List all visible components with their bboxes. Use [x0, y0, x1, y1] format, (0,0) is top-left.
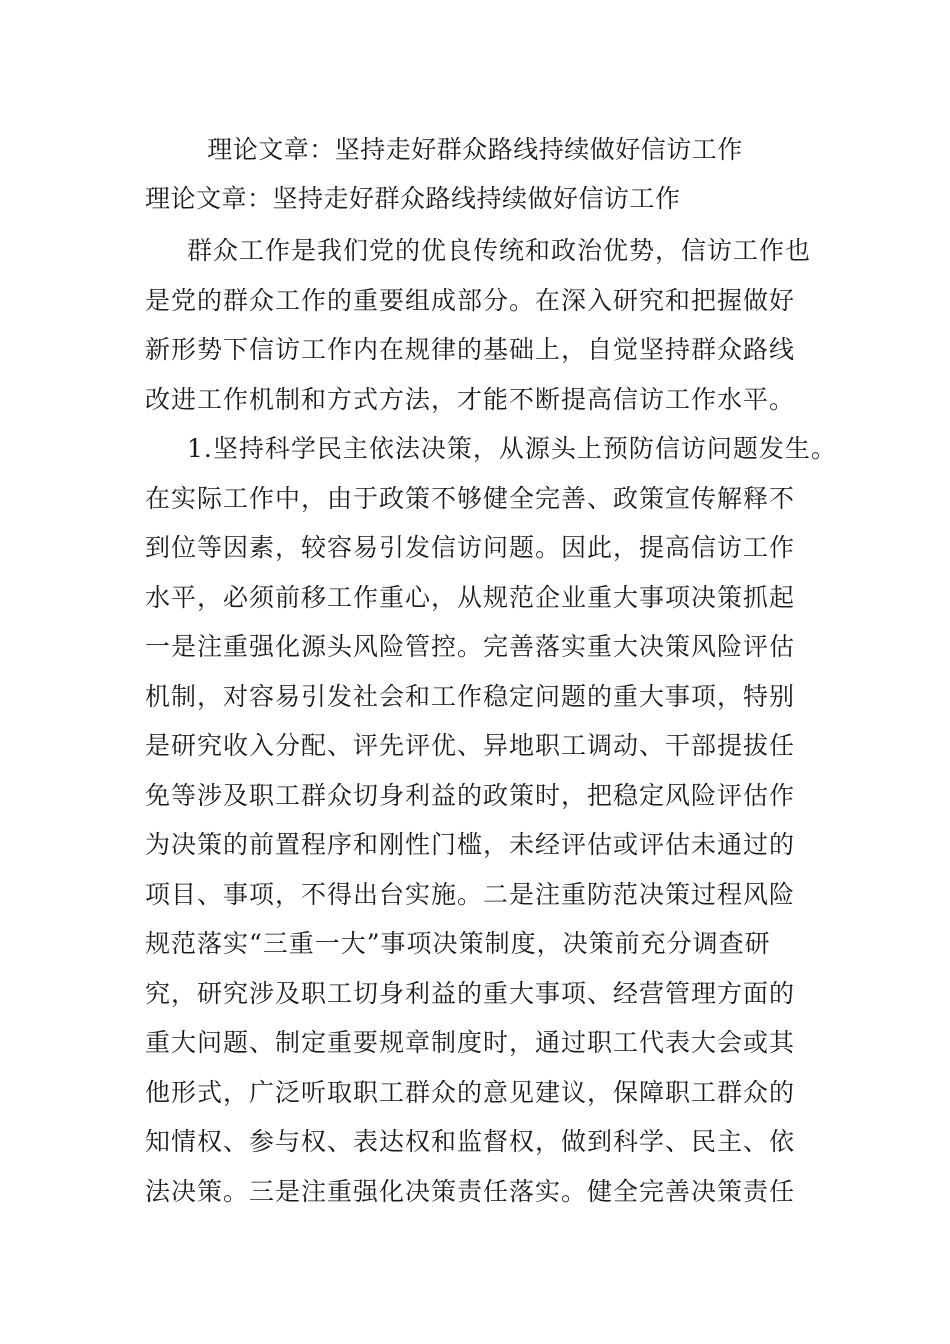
- body-line: 知情权、参与权、表达权和监督权，做到科学、民主、依: [145, 1127, 796, 1156]
- body-line: 在实际工作中，由于政策不够健全完善、政策宣传解释不: [145, 483, 796, 513]
- body-line: 机制，对容易引发社会和工作稳定问题的重大事项，特别: [145, 681, 796, 711]
- document-body: [145, 226, 837, 1216]
- body-line: 法决策。三是注重强化决策责任落实。健全完善决策责任: [145, 1176, 796, 1206]
- body-line: 他形式，广泛听取职工群众的意见建议，保障职工群众的: [145, 1077, 796, 1107]
- body-line: 群众工作是我们党的优良传统和政治优势，信访工作也: [187, 236, 812, 265]
- body-line: 水平，必须前移工作重心，从规范企业重大事项决策抓起: [145, 582, 796, 612]
- document-subtitle: 理论文章：坚持走好群众路线持续做好信访工作: [145, 184, 681, 213]
- body-line: 一是注重强化源头风险管控。完善落实重大决策风险评估: [145, 632, 796, 661]
- body-line: 新形势下信访工作内在规律的基础上，自觉坚持群众路线: [145, 335, 796, 364]
- body-line: 重大问题、制定重要规章制度时，通过职工代表大会或其: [145, 1028, 796, 1057]
- body-line: 到位等因素，较容易引发信访问题。因此，提高信访工作: [145, 533, 796, 562]
- body-line: 是研究收入分配、评先评优、异地职工调动、干部提拔任: [145, 731, 796, 760]
- body-line: 规范落实“三重一大”事项决策制度，决策前充分调查研: [145, 929, 771, 958]
- body-line: 究，研究涉及职工切身利益的重大事项、经营管理方面的: [145, 978, 796, 1008]
- body-line: 为决策的前置程序和刚性门槛，未经评估或评估未通过的: [145, 830, 796, 859]
- body-line: 免等涉及职工群众切身利益的政策时，把稳定风险评估作: [145, 780, 796, 810]
- document-title: 理论文章：坚持走好群众路线持续做好信访工作: [207, 135, 743, 164]
- body-line: 1.坚持科学民主依法决策，从源头上预防信访问题发生。: [187, 434, 837, 463]
- body-line: 是党的群众工作的重要组成部分。在深入研究和把握做好: [145, 285, 796, 315]
- body-line: 项目、事项，不得出台实施。二是注重防范决策过程风险: [145, 879, 796, 909]
- body-line: 改进工作机制和方式方法，才能不断提高信访工作水平。: [145, 384, 796, 414]
